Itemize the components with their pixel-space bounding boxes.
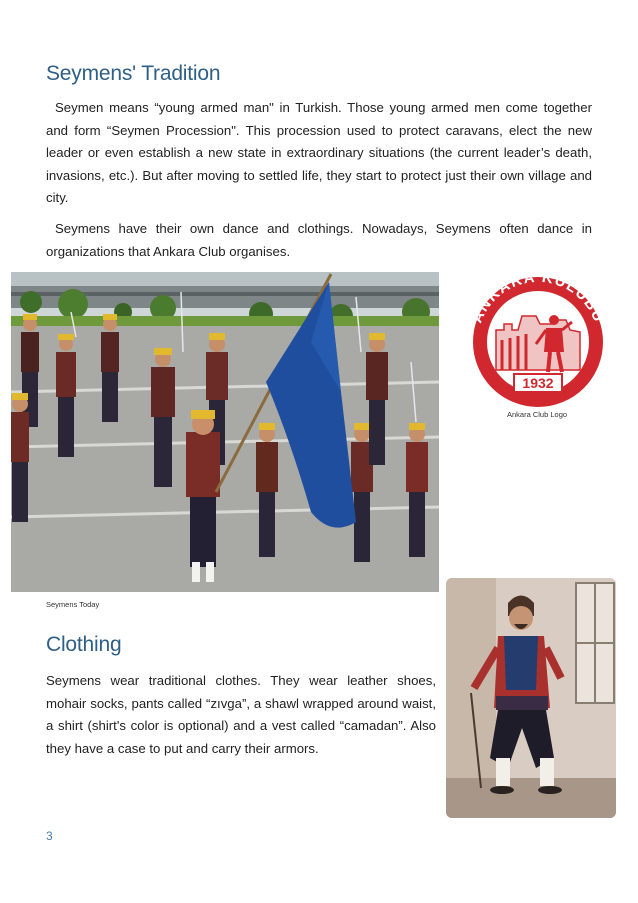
ankara-club-logo bbox=[456, 260, 620, 408]
traditional-clothing-photo bbox=[446, 578, 616, 818]
section-title-tradition: Seymens' Tradition bbox=[46, 62, 221, 85]
logo-year: 1932 bbox=[522, 375, 554, 391]
paragraph-seymen-meaning: Seymen means “young armed man" in Turkish. Those young armed men come together and form “Seymen Procession". This procession used to protect caravans, elect the new leader or even establish a new state in extraordinary situations (the current leader’s death, invasions, etc.). But after moving to settled life, they start to protect just their own village and city. bbox=[46, 100, 592, 205]
page-number: 3 bbox=[46, 829, 53, 843]
paragraph-clothing: Seymens wear traditional clothes. They wear leather shoes, mohair socks, pants called “zıvga”, a shawl wrapped around waist, a shirt (shirt's color is optional) and a vest called “camadan”. Also they have a case to put and carry their armors. bbox=[46, 673, 436, 756]
logo-club-name: ANKARA KULÜBÜ bbox=[468, 268, 608, 326]
section-title-clothing: Clothing bbox=[46, 633, 122, 656]
logo-caption: Ankara Club Logo bbox=[507, 410, 568, 419]
paragraph-seymen-dance: Seymens have their own dance and clothings. Nowadays, Seymens often dance in organizations that Ankara Club organises. bbox=[46, 221, 592, 259]
seymens-today-photo bbox=[11, 272, 439, 592]
photo-caption-seymens-today: Seymens Today bbox=[46, 600, 100, 609]
